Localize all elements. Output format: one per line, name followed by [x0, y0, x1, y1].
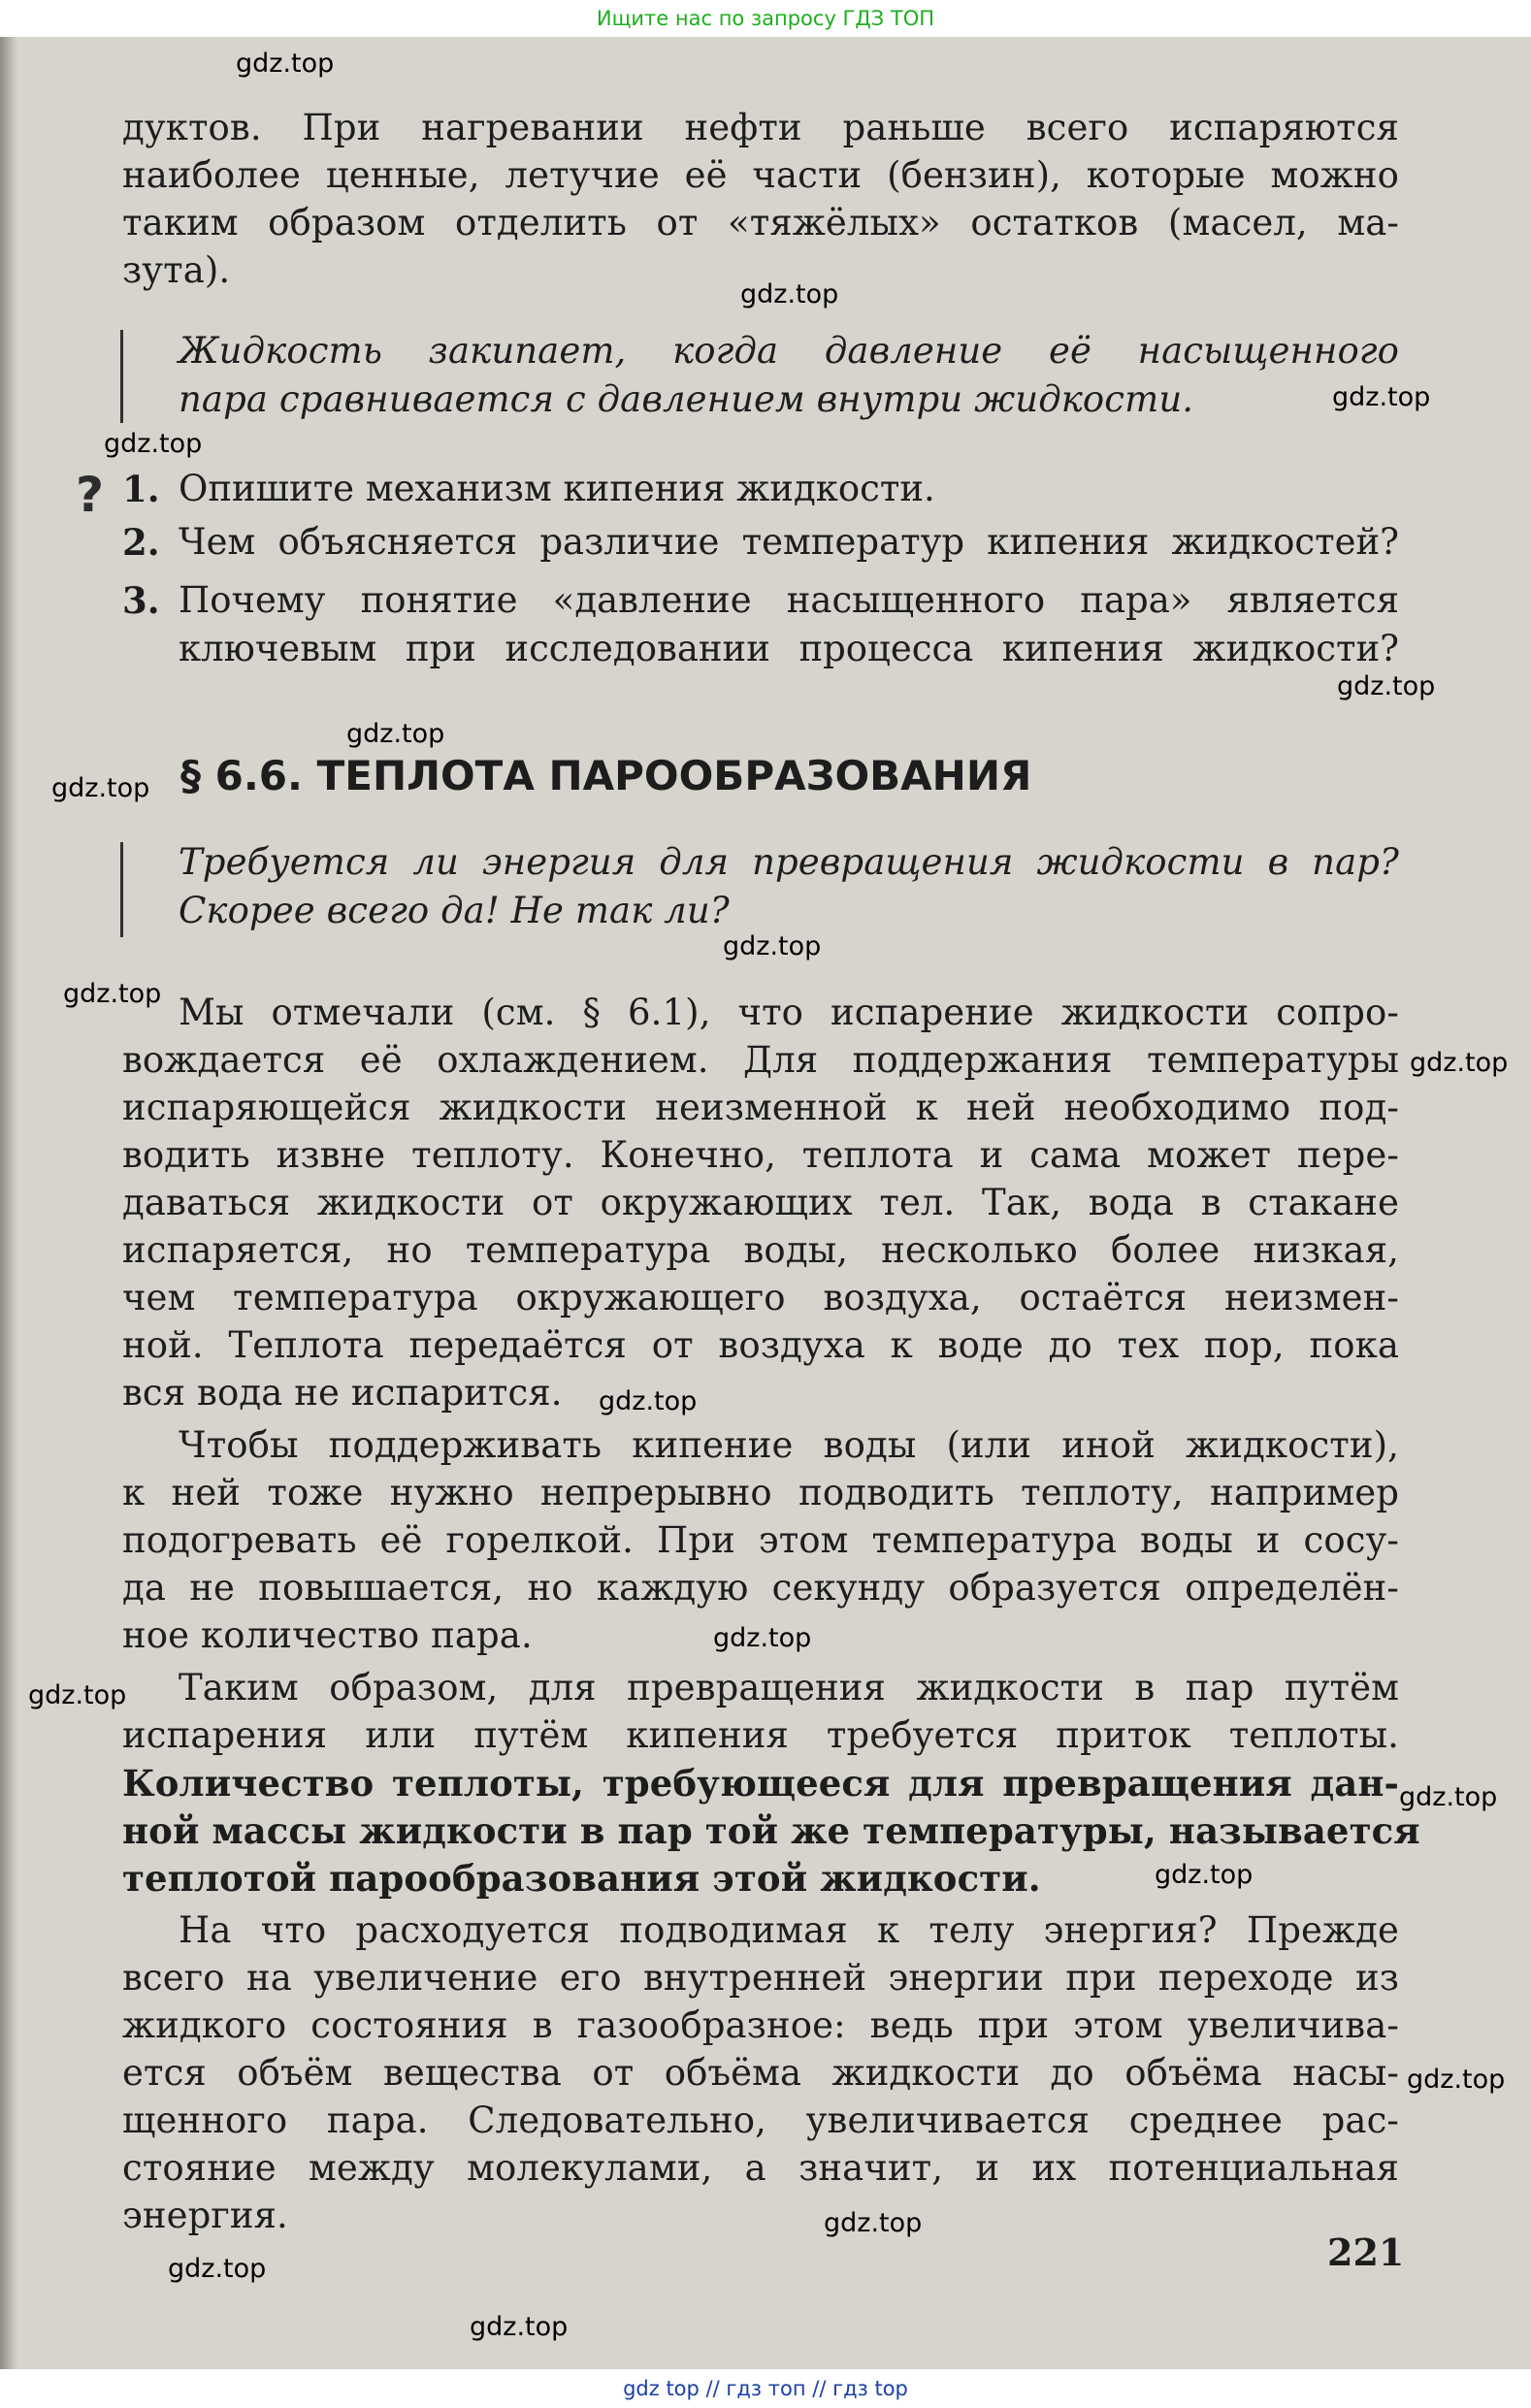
watermark: gdz.top: [104, 429, 203, 459]
text-line: На что расходуется подводимая к телу энергия? Прежде: [179, 1909, 1399, 1951]
question-text: ключевым при исследовании процесса кипения жидкости?: [179, 628, 1399, 669]
conclusion-line: Жидкость закипает, когда давление её насыщенного: [179, 330, 1399, 372]
definition-line: ной массы жидкости в пар той же температуры, называется: [122, 1809, 1420, 1852]
watermark: gdz.top: [1337, 671, 1436, 701]
text-line: вождается её охлаждением. Для поддержания температуры: [122, 1039, 1399, 1081]
text-line: всего на увеличение его внутренней энергии при переходе из: [122, 1957, 1399, 1999]
margin-bar: [120, 330, 123, 423]
watermark: gdz.top: [51, 773, 150, 803]
watermark: gdz.top: [1399, 1782, 1498, 1812]
watermark: gdz.top: [1410, 1048, 1509, 1078]
text-line: таким образом отделить от «тяжёлых» остатков (масел, ма-: [122, 202, 1399, 244]
text-line: наиболее ценные, летучие её части (бензин), которые можно: [122, 154, 1399, 196]
watermark: gdz.top: [28, 1680, 127, 1710]
text-line: Мы отмечали (см. § 6.1), что испарение жидкости сопро-: [179, 992, 1399, 1033]
watermark: gdz.top: [346, 719, 445, 749]
watermark: gdz.top: [1332, 382, 1431, 412]
text-line: ное количество пара.: [122, 1614, 533, 1656]
text-line: дуктов. При нагревании нефти раньше всего испаряются: [122, 107, 1399, 148]
top-banner[interactable]: Ищите нас по запросу ГДЗ ТОП: [0, 0, 1531, 37]
watermark: gdz.top: [723, 931, 822, 961]
watermark: gdz.top: [63, 979, 162, 1009]
watermark: gdz.top: [168, 2254, 267, 2284]
text-line: подогревать её горелкой. При этом температура воды и сосу-: [122, 1519, 1399, 1561]
text-line: испаряется, но температура воды, несколько более низкая,: [122, 1229, 1399, 1271]
question-text: Чем объясняется различие температур кипения жидкостей?: [179, 521, 1399, 563]
binding-shadow: [0, 37, 17, 2369]
text-line: чем температура окружающего воздуха, остаётся неизмен-: [122, 1277, 1399, 1318]
section-heading: § 6.6. ТЕПЛОТА ПАРООБРАЗОВАНИЯ: [180, 752, 1032, 799]
question-text: Почему понятие «давление насыщенного пара» является: [179, 579, 1399, 621]
text-line: зута).: [122, 249, 231, 291]
text-line: Чтобы поддерживать кипение воды (или иной жидкости),: [179, 1424, 1399, 1466]
text-line: к ней тоже нужно непрерывно подводить теплоту, например: [122, 1472, 1399, 1513]
question-number: 2.: [122, 521, 160, 564]
question-number: 1.: [122, 468, 160, 510]
text-line: жидкого состояния в газообразное: ведь при этом увеличива-: [122, 2004, 1399, 2046]
watermark: gdz.top: [713, 1623, 812, 1653]
question-text: Опишите механизм кипения жидкости.: [179, 468, 935, 509]
text-line: Таким образом, для превращения жидкости в пар путём: [179, 1667, 1399, 1708]
text-line: вся вода не испарится.: [122, 1372, 563, 1414]
definition-line: теплотой парообразования этой жидкости.: [122, 1857, 1041, 1900]
text-line: да не повышается, но каждую секунду образуется определён-: [122, 1567, 1399, 1609]
lead-line: Скорее всего да! Не так ли?: [179, 890, 730, 931]
watermark: gdz.top: [1155, 1860, 1254, 1890]
text-line: испарения или путём кипения требуется приток теплоты.: [122, 1714, 1399, 1756]
text-line: водить извне теплоту. Конечно, теплота и сама может пере-: [122, 1134, 1399, 1176]
bottom-banner[interactable]: gdz top // гдз топ // гдз top: [0, 2369, 1531, 2408]
watermark: gdz.top: [236, 49, 335, 79]
definition-line: Количество теплоты, требующееся для превращения дан-: [122, 1762, 1399, 1805]
watermark: gdz.top: [824, 2208, 923, 2238]
text-line: стояние между молекулами, а значит, и их потенциальная: [122, 2147, 1399, 2189]
text-line: даваться жидкости от окружающих тел. Так, вода в стакане: [122, 1182, 1399, 1223]
conclusion-line: пара сравнивается с давлением внутри жидкости.: [179, 378, 1194, 420]
question-mark-icon: ?: [76, 467, 105, 523]
watermark: gdz.top: [599, 1386, 698, 1416]
margin-bar: [120, 842, 123, 937]
question-number: 3.: [122, 579, 160, 622]
watermark: gdz.top: [1407, 2065, 1506, 2095]
page-number: 221: [1327, 2230, 1405, 2274]
text-line: ется объём вещества от объёма жидкости до объёма насы-: [122, 2052, 1399, 2094]
text-line: ной. Теплота передаётся от воздуха к воде до тех пор, пока: [122, 1324, 1399, 1366]
watermark: gdz.top: [740, 279, 839, 309]
watermark: gdz.top: [470, 2312, 569, 2342]
text-line: энергия.: [122, 2195, 288, 2236]
text-line: щенного пара. Следовательно, увеличивается среднее рас-: [122, 2099, 1399, 2141]
lead-line: Требуется ли энергия для превращения жидкости в пар?: [179, 841, 1399, 883]
text-line: испаряющейся жидкости неизменной к ней необходимо под-: [122, 1087, 1399, 1128]
